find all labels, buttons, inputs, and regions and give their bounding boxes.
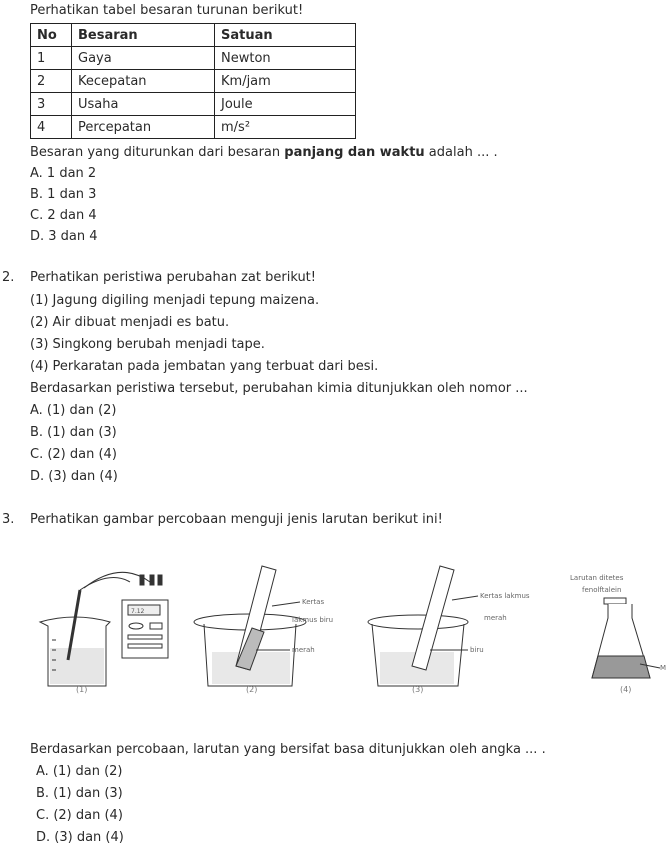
- q2-number: 2.: [2, 270, 15, 285]
- q1-question: [30, 145, 498, 160]
- fig3-label-top: Kertas lakmus: [480, 592, 530, 600]
- figure-number-3: (3): [412, 685, 424, 694]
- q2-item-3: (3) Singkong berubah menjadi tape.: [30, 337, 265, 352]
- q1-option-a[interactable]: A. 1 dan 2: [30, 166, 97, 181]
- q3-question: Berdasarkan percobaan, larutan yang bersifat basa ditunjukkan oleh angka ... .: [30, 742, 546, 757]
- table-row: [31, 70, 356, 93]
- q2-option-d[interactable]: D. (3) dan (4): [30, 469, 118, 484]
- q3-option-b[interactable]: B. (1) dan (3): [36, 786, 123, 801]
- table-header: Besaran: [72, 24, 215, 47]
- fig3-label-bottom: biru: [470, 646, 484, 654]
- experiment-figure: [0, 560, 667, 700]
- fig2-pointer-top: [272, 602, 300, 606]
- table-cell: 1: [31, 47, 72, 70]
- ph-meter: [122, 575, 168, 658]
- q2-prompt: Perhatikan peristiwa perubahan zat berikut!: [30, 270, 316, 285]
- quantities-table: [30, 23, 356, 139]
- q1-prompt: Perhatikan tabel besaran turunan berikut!: [30, 3, 304, 18]
- table-cell: m/s²: [215, 116, 356, 139]
- fig4-label-line1: Larutan ditetes: [570, 574, 624, 582]
- table-cell: Percepatan: [72, 116, 215, 139]
- q1-question-pre: Besaran yang diturunkan dari besaran: [30, 145, 285, 160]
- q2-item-1: (1) Jagung digiling menjadi tepung maizena.: [30, 293, 320, 308]
- q1-option-c[interactable]: C. 2 dan 4: [30, 208, 97, 223]
- table-cell: 2: [31, 70, 72, 93]
- fig2-label-top: Kertas: [302, 598, 325, 606]
- table-cell: Usaha: [72, 93, 215, 116]
- table-cell: 3: [31, 93, 72, 116]
- q3-option-a[interactable]: A. (1) dan (2): [36, 764, 123, 779]
- erlenmeyer-flask: [592, 598, 650, 678]
- figure-number-1: (1): [76, 685, 88, 694]
- table-cell: Km/jam: [215, 70, 356, 93]
- fig3-label-mid: merah: [484, 614, 507, 622]
- q3-prompt: Perhatikan gambar percobaan menguji jenis larutan berikut ini!: [30, 512, 443, 527]
- table-header-row: [31, 24, 356, 47]
- fig3-pointer-top: [452, 596, 478, 600]
- table-cell: Joule: [215, 93, 356, 116]
- table-cell: Gaya: [72, 47, 215, 70]
- ph-meter-display: 7.12: [131, 608, 145, 615]
- q2-item-4: (4) Perkaratan pada jembatan yang terbuat dari besi.: [30, 359, 379, 374]
- q2-item-2: (2) Air dibuat menjadi es batu.: [30, 315, 230, 330]
- q1-option-d[interactable]: D. 3 dan 4: [30, 229, 98, 244]
- figure-number-4: (4): [620, 685, 632, 694]
- table-cell: Kecepatan: [72, 70, 215, 93]
- fig2-label-bottom: merah: [292, 646, 315, 654]
- fig4-side-label: M: [660, 664, 667, 672]
- q3-number: 3.: [2, 512, 15, 527]
- fig2-label-mid: lakmus biru: [292, 616, 334, 624]
- q1-question-bold: panjang dan waktu: [284, 145, 425, 160]
- table-row: [31, 47, 356, 70]
- table-cell: 4: [31, 116, 72, 139]
- q2-question: Berdasarkan peristiwa tersebut, perubahan kimia ditunjukkan oleh nomor ...: [30, 381, 528, 396]
- table-row: [31, 93, 356, 116]
- q2-option-b[interactable]: B. (1) dan (3): [30, 425, 117, 440]
- q3-option-c[interactable]: C. (2) dan (4): [36, 808, 123, 823]
- figure-number-2: (2): [246, 685, 258, 694]
- table-row: [31, 116, 356, 139]
- fig4-label-line2: fenolftalein: [582, 586, 622, 594]
- table-header: No: [31, 24, 72, 47]
- q3-option-d[interactable]: D. (3) dan (4): [36, 830, 124, 845]
- table-header: Satuan: [215, 24, 356, 47]
- table-cell: Newton: [215, 47, 356, 70]
- q2-option-a[interactable]: A. (1) dan (2): [30, 403, 117, 418]
- q2-option-c[interactable]: C. (2) dan (4): [30, 447, 117, 462]
- q1-option-b[interactable]: B. 1 dan 3: [30, 187, 97, 202]
- q1-question-post: adalah ... .: [424, 145, 498, 160]
